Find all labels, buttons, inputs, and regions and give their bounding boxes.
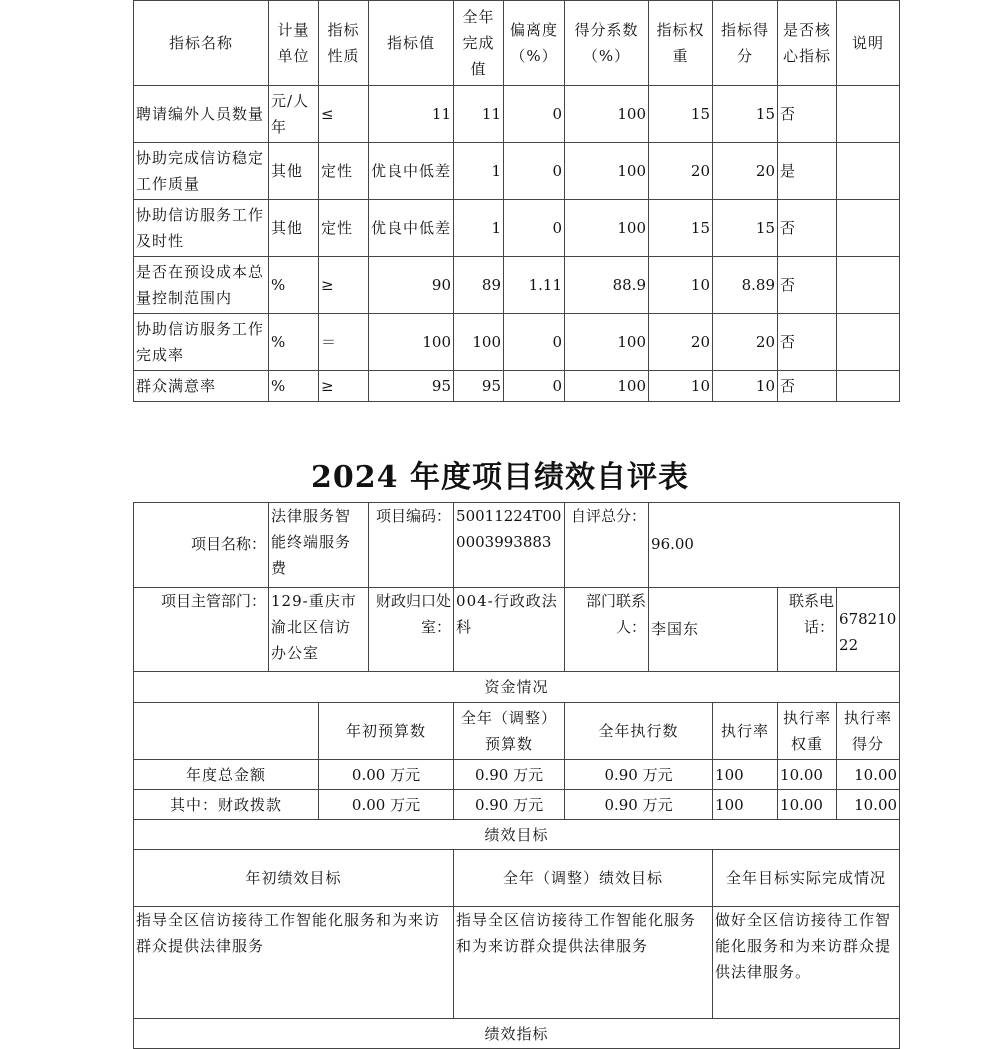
funds-header-exec-rate: 执行率 [713, 703, 778, 760]
indicator-actual: 95 [454, 371, 504, 402]
indicator-score: 8.89 [713, 257, 778, 314]
indicator-target: 90 [369, 257, 454, 314]
project-name-label: 项目名称： [134, 503, 269, 588]
indicator-weight: 15 [649, 200, 713, 257]
finance-office-value: 004-行政政法科 [454, 588, 565, 672]
indicator-name: 协助完成信访稳定工作质量 [134, 143, 269, 200]
goals-content-row [134, 907, 900, 1019]
goal-header-adjusted: 全年（调整）绩效目标 [454, 850, 713, 907]
indicator-actual: 89 [454, 257, 504, 314]
department-info-row [134, 588, 900, 672]
funds-header-adjusted-budget: 全年（调整）预算数 [454, 703, 565, 760]
indicator-name: 协助信访服务工作及时性 [134, 200, 269, 257]
indicator-nature: 定性 [319, 143, 369, 200]
funds-exec-weight: 10.00 [778, 790, 837, 820]
funds-executed: 0.90 万元 [565, 790, 713, 820]
table-row [134, 257, 900, 314]
goals-section-row [134, 820, 900, 850]
indicator-target: 95 [369, 371, 454, 402]
funds-exec-weight: 10.00 [778, 760, 837, 790]
funds-header-exec-weight: 执行率权重 [778, 703, 837, 760]
indicator-unit: % [269, 257, 319, 314]
funds-exec-rate: 100 [713, 760, 778, 790]
indicator-note [837, 371, 900, 402]
indicator-core: 否 [778, 371, 837, 402]
indicator-actual: 1 [454, 143, 504, 200]
indicators-section-label: 绩效指标 [134, 1019, 900, 1049]
table-row [134, 790, 900, 820]
goal-actual-text: 做好全区信访接待工作智能化服务和为来访群众提供法律服务。 [713, 907, 900, 1019]
header-weight: 指标权重 [649, 1, 713, 86]
indicator-note [837, 257, 900, 314]
indicator-note [837, 143, 900, 200]
indicator-target: 优良中低差 [369, 200, 454, 257]
indicator-target: 11 [369, 86, 454, 143]
indicator-coef: 100 [565, 314, 649, 371]
self-evaluation-form [133, 502, 900, 1049]
header-actual-value: 全年完成值 [454, 1, 504, 86]
funds-section-row [134, 672, 900, 703]
indicator-actual: 100 [454, 314, 504, 371]
table-row [134, 371, 900, 402]
self-score-value: 96.00 [649, 503, 900, 588]
funds-exec-score: 10.00 [837, 790, 900, 820]
indicator-table [133, 0, 900, 402]
project-name-value: 法律服务智能终端服务费 [269, 503, 369, 588]
indicator-score: 20 [713, 143, 778, 200]
funds-exec-rate: 100 [713, 790, 778, 820]
indicator-score: 10 [713, 371, 778, 402]
indicator-target: 100 [369, 314, 454, 371]
funds-row-label: 其中：财政拨款 [134, 790, 319, 820]
indicator-nature: ≤ [319, 86, 369, 143]
indicator-actual: 1 [454, 200, 504, 257]
table-row [134, 143, 900, 200]
indicator-coef: 100 [565, 371, 649, 402]
project-code-label: 项目编码： [369, 503, 454, 588]
funds-exec-score: 10.00 [837, 760, 900, 790]
contact-phone-value: 67821022 [837, 588, 900, 672]
indicator-deviation: 1.11 [504, 257, 565, 314]
indicator-coef: 100 [565, 86, 649, 143]
department-label: 项目主管部门： [134, 588, 269, 672]
indicator-deviation: 0 [504, 200, 565, 257]
goals-header-row [134, 850, 900, 907]
indicator-unit: % [269, 314, 319, 371]
self-score-label: 自评总分： [565, 503, 649, 588]
goal-header-actual: 全年目标实际完成情况 [713, 850, 900, 907]
indicator-nature: 定性 [319, 200, 369, 257]
project-code-value: 50011224T000003993883 [454, 503, 565, 588]
indicator-nature: ≥ [319, 371, 369, 402]
indicator-coef: 100 [565, 200, 649, 257]
indicator-weight: 20 [649, 143, 713, 200]
indicator-name: 群众满意率 [134, 371, 269, 402]
indicator-name: 聘请编外人员数量 [134, 86, 269, 143]
indicator-actual: 11 [454, 86, 504, 143]
header-deviation: 偏离度（%） [504, 1, 565, 86]
indicator-unit: 元/人年 [269, 86, 319, 143]
indicator-weight: 10 [649, 371, 713, 402]
indicator-core: 否 [778, 200, 837, 257]
indicator-note [837, 86, 900, 143]
indicator-coef: 100 [565, 143, 649, 200]
funds-header-exec-score: 执行率得分 [837, 703, 900, 760]
indicator-weight: 10 [649, 257, 713, 314]
contact-person-value: 李国东 [649, 588, 778, 672]
header-nature: 指标性质 [319, 1, 369, 86]
header-score: 指标得分 [713, 1, 778, 86]
indicator-name: 协助信访服务工作完成率 [134, 314, 269, 371]
indicator-deviation: 0 [504, 86, 565, 143]
department-value: 129-重庆市渝北区信访办公室 [269, 588, 369, 672]
indicator-note [837, 200, 900, 257]
goal-adjusted-text: 指导全区信访接待工作智能化服务和为来访群众提供法律服务 [454, 907, 713, 1019]
funds-header-initial-budget: 年初预算数 [319, 703, 454, 760]
funds-adjusted-budget: 0.90 万元 [454, 790, 565, 820]
project-info-row [134, 503, 900, 588]
funds-initial-budget: 0.00 万元 [319, 760, 454, 790]
indicator-header-row [134, 1, 900, 86]
indicator-weight: 15 [649, 86, 713, 143]
indicator-name: 是否在预设成本总量控制范围内 [134, 257, 269, 314]
contact-person-label: 部门联系人： [565, 588, 649, 672]
funds-initial-budget: 0.00 万元 [319, 790, 454, 820]
goals-section-label: 绩效目标 [134, 820, 900, 850]
table-row [134, 760, 900, 790]
header-target-value: 指标值 [369, 1, 454, 86]
goal-initial-text: 指导全区信访接待工作智能化服务和为来访群众提供法律服务 [134, 907, 454, 1019]
indicator-score: 15 [713, 86, 778, 143]
header-note: 说明 [837, 1, 900, 86]
indicator-core: 否 [778, 257, 837, 314]
indicator-unit: % [269, 371, 319, 402]
indicator-nature: ≥ [319, 257, 369, 314]
funds-header-blank [134, 703, 319, 760]
indicator-nature: ＝ [319, 314, 369, 371]
indicator-weight: 20 [649, 314, 713, 371]
indicator-core: 否 [778, 86, 837, 143]
finance-office-label: 财政归口处室： [369, 588, 454, 672]
indicator-unit: 其他 [269, 200, 319, 257]
funds-adjusted-budget: 0.90 万元 [454, 760, 565, 790]
funds-header-row [134, 703, 900, 760]
indicator-note [837, 314, 900, 371]
indicator-deviation: 0 [504, 143, 565, 200]
table-row [134, 314, 900, 371]
indicators-section-row [134, 1019, 900, 1049]
indicator-deviation: 0 [504, 314, 565, 371]
funds-row-label: 年度总金额 [134, 760, 319, 790]
header-indicator-name: 指标名称 [134, 1, 269, 86]
indicator-unit: 其他 [269, 143, 319, 200]
indicator-core: 是 [778, 143, 837, 200]
indicator-score: 20 [713, 314, 778, 371]
header-unit: 计量单位 [269, 1, 319, 86]
indicator-score: 15 [713, 200, 778, 257]
funds-header-executed: 全年执行数 [565, 703, 713, 760]
goal-header-initial: 年初绩效目标 [134, 850, 454, 907]
indicator-coef: 88.9 [565, 257, 649, 314]
header-core: 是否核心指标 [778, 1, 837, 86]
indicator-target: 优良中低差 [369, 143, 454, 200]
table-row [134, 200, 900, 257]
indicator-core: 否 [778, 314, 837, 371]
funds-section-label: 资金情况 [134, 672, 900, 703]
header-score-coef: 得分系数（%） [565, 1, 649, 86]
table-row [134, 86, 900, 143]
contact-phone-label: 联系电话： [778, 588, 837, 672]
indicator-deviation: 0 [504, 371, 565, 402]
funds-executed: 0.90 万元 [565, 760, 713, 790]
form-title: 2024 年度项目绩效自评表 [311, 460, 689, 495]
